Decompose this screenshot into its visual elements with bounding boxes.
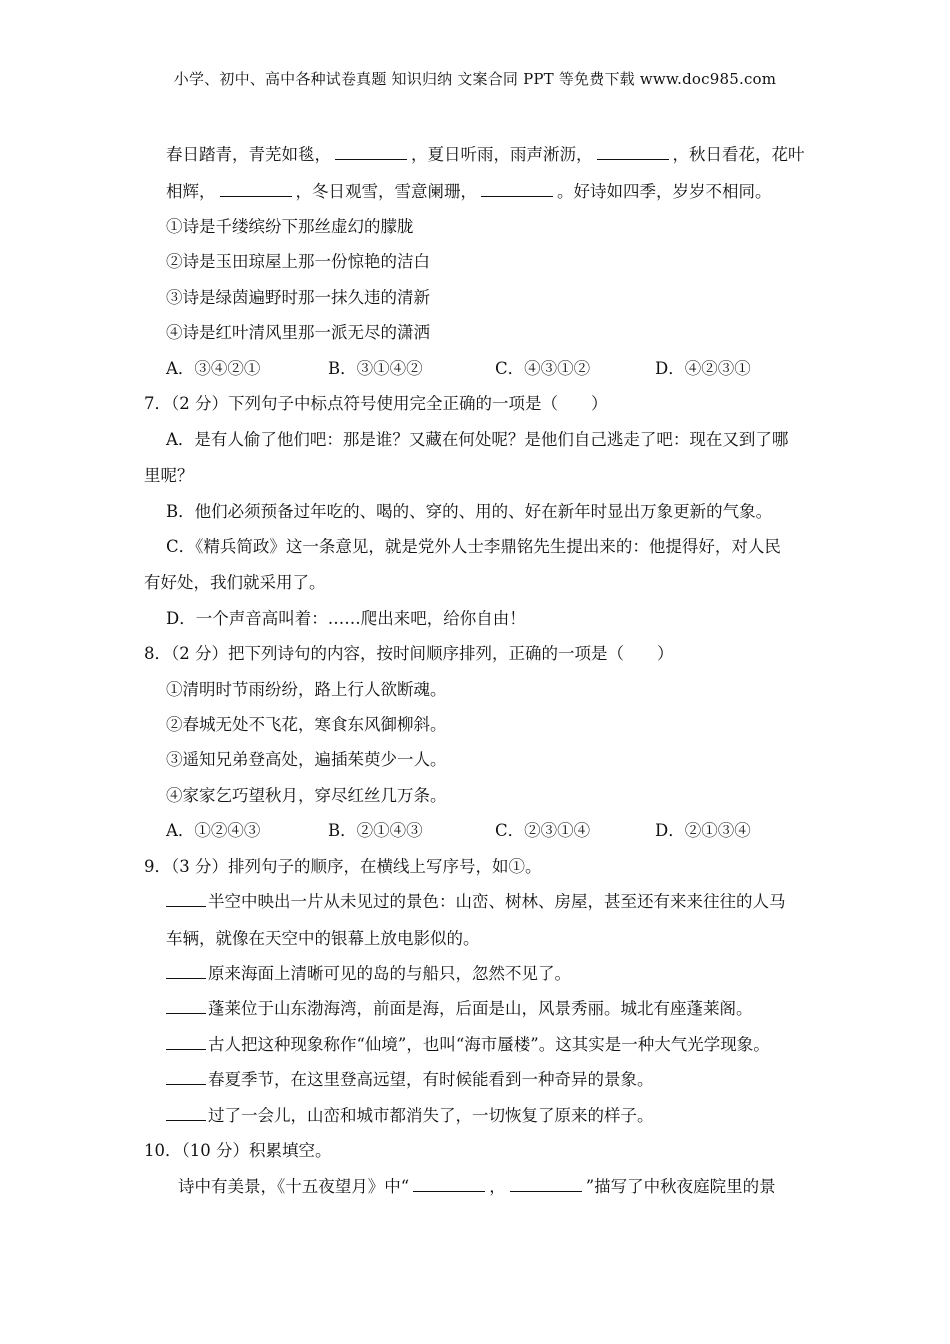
q9-stem: 9．（3 分）排列句子的顺序，在横线上写序号，如①。 bbox=[144, 857, 542, 876]
q6-text: 。好诗如四季，岁岁不相同。 bbox=[557, 182, 772, 201]
q8-option-b[interactable]: B．②①④③ bbox=[328, 821, 423, 840]
q7-option-c[interactable]: C．《精兵简政》这一条意见，就是党外人士李鼎铭先生提出来的：他提得好，对人民 bbox=[166, 537, 781, 556]
q7-option-a[interactable]: A．是有人偷了他们吧：那是谁？又藏在何处呢？是他们自己逃走了吧：现在又到了哪 bbox=[166, 430, 789, 449]
q10-stem: 10．（10 分）积累填空。 bbox=[144, 1141, 332, 1160]
q9-blank-1[interactable] bbox=[166, 890, 206, 907]
q9-blank-3[interactable] bbox=[166, 997, 206, 1014]
q6-text: 春日踏青，青芜如毯， bbox=[166, 145, 331, 164]
q9-sentence-3 bbox=[166, 997, 753, 1021]
q8-stem: 8．（2 分）把下列诗句的内容，按时间顺序排列，正确的一项是（ ） bbox=[144, 644, 674, 663]
q10-line-1 bbox=[178, 1175, 776, 1199]
q6-option-c[interactable]: C．④③①② bbox=[495, 359, 591, 378]
q8-item-3: ③遥知兄弟登高处，遍插茱萸少一人。 bbox=[166, 750, 447, 769]
q6-blank-3[interactable] bbox=[220, 180, 292, 197]
q8-item-1: ①清明时节雨纷纷，路上行人欲断魂。 bbox=[166, 680, 447, 699]
q6-item-3: ③诗是绿茵遍野时那一抹久违的清新 bbox=[166, 288, 430, 307]
q6-blank-2[interactable] bbox=[597, 143, 669, 160]
q10-text: 诗中有美景，《十五夜望月》中“ bbox=[178, 1177, 410, 1196]
q6-option-d[interactable]: D．④②③① bbox=[655, 359, 751, 378]
q6-option-b[interactable]: B．③①④② bbox=[328, 359, 423, 378]
q9-text: 过了一会儿，山峦和城市都消失了，一切恢复了原来的样子。 bbox=[208, 1106, 654, 1125]
q7-option-d[interactable]: D．一个声音高叫着：……爬出来吧，给你自由！ bbox=[166, 609, 526, 628]
q9-blank-5[interactable] bbox=[166, 1068, 206, 1085]
q9-text: 春夏季节，在这里登高远望，有时候能看到一种奇异的景象。 bbox=[208, 1070, 654, 1089]
q9-text: 半空中映出一片从未见过的景色：山峦、树林、房屋，甚至还有来来往往的人马 bbox=[208, 892, 786, 911]
q10-text: ， bbox=[489, 1177, 506, 1196]
q9-sentence-1-cont: 车辆，就像在天空中的银幕上放电影似的。 bbox=[166, 929, 480, 948]
q9-sentence-5 bbox=[166, 1068, 654, 1092]
q9-sentence-6 bbox=[166, 1104, 654, 1128]
q9-sentence-2 bbox=[166, 962, 571, 986]
q7-option-c-cont: 有好处，我们就采用了。 bbox=[144, 573, 326, 592]
q9-text: 古人把这种现象称作“仙境”，也叫“海市蜃楼”。这其实是一种大气光学现象。 bbox=[208, 1035, 770, 1054]
q6-blank-1[interactable] bbox=[335, 143, 407, 160]
q9-text: 原来海面上清晰可见的岛的与船只，忽然不见了。 bbox=[208, 964, 571, 983]
q9-blank-4[interactable] bbox=[166, 1033, 206, 1050]
q8-option-c[interactable]: C．②③①④ bbox=[495, 821, 591, 840]
q9-blank-6[interactable] bbox=[166, 1104, 206, 1121]
q6-passage-line-1 bbox=[166, 143, 805, 167]
q6-option-a[interactable]: A．③④②① bbox=[166, 359, 261, 378]
q8-item-4: ④家家乞巧望秋月，穿尽红丝几万条。 bbox=[166, 786, 447, 805]
q9-sentence-1 bbox=[166, 890, 786, 914]
q6-item-2: ②诗是玉田琼屋上那一份惊艳的洁白 bbox=[166, 252, 430, 271]
q7-option-b[interactable]: B．他们必须预备过年吃的、喝的、穿的、用的、好在新年时显出万象更新的气象。 bbox=[166, 502, 773, 521]
q6-text: 相辉， bbox=[166, 182, 216, 201]
q6-blank-4[interactable] bbox=[481, 180, 553, 197]
q9-sentence-4 bbox=[166, 1033, 770, 1057]
q7-option-a-cont: 里呢？ bbox=[144, 466, 194, 485]
q6-text: ，冬日观雪，雪意阑珊， bbox=[295, 182, 477, 201]
q6-item-4: ④诗是红叶清风里那一派无尽的潇洒 bbox=[166, 323, 430, 342]
q7-stem: 7．（2 分）下列句子中标点符号使用完全正确的一项是（ ） bbox=[144, 394, 608, 413]
q8-option-a[interactable]: A．①②④③ bbox=[166, 821, 261, 840]
q9-blank-2[interactable] bbox=[166, 962, 206, 979]
q10-blank-2[interactable] bbox=[510, 1175, 582, 1192]
q6-item-1: ①诗是千缕缤纷下那丝虚幻的朦胧 bbox=[166, 217, 414, 236]
q10-blank-1[interactable] bbox=[413, 1175, 485, 1192]
q6-text: ，秋日看花，花叶 bbox=[672, 145, 805, 164]
q8-item-2: ②春城无处不飞花，寒食东风御柳斜。 bbox=[166, 715, 447, 734]
page-header: 小学、初中、高中各种试卷真题 知识归纳 文案合同 PPT 等免费下载 www.doc985.com bbox=[173, 70, 777, 88]
q10-text: ”描写了中秋夜庭院里的景 bbox=[585, 1177, 776, 1196]
q9-text: 蓬莱位于山东渤海湾，前面是海，后面是山，风景秀丽。城北有座蓬莱阁。 bbox=[208, 999, 753, 1018]
q6-passage-line-2 bbox=[166, 180, 772, 204]
q6-text: ，夏日听雨，雨声淅沥， bbox=[411, 145, 593, 164]
q8-option-d[interactable]: D．②①③④ bbox=[655, 821, 751, 840]
